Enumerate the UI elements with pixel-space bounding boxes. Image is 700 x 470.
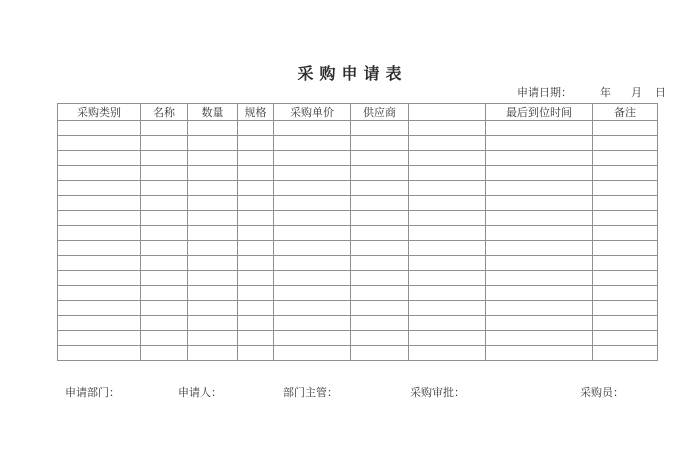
month-label: 月 — [631, 87, 642, 99]
table-cell — [274, 271, 351, 286]
table-cell — [486, 256, 593, 271]
table-cell — [58, 136, 141, 151]
table-row — [58, 151, 658, 166]
table-cell — [58, 241, 141, 256]
table-cell — [58, 286, 141, 301]
table-cell — [351, 241, 409, 256]
table-cell — [188, 226, 238, 241]
table-cell — [238, 256, 274, 271]
table-cell — [58, 301, 141, 316]
table-cell — [274, 256, 351, 271]
table-cell — [486, 136, 593, 151]
table-cell — [58, 316, 141, 331]
table-cell — [593, 211, 658, 226]
table-cell — [274, 211, 351, 226]
table-cell — [486, 226, 593, 241]
table-cell — [238, 136, 274, 151]
table-cell — [486, 196, 593, 211]
table-cell — [409, 226, 486, 241]
table-cell — [58, 256, 141, 271]
table-cell — [351, 151, 409, 166]
table-row — [58, 346, 658, 361]
table-cell — [274, 196, 351, 211]
table-cell — [409, 301, 486, 316]
table-cell — [141, 151, 188, 166]
table-cell — [274, 316, 351, 331]
table-row — [58, 196, 658, 211]
table-header-row — [58, 104, 658, 121]
table-cell — [593, 241, 658, 256]
table-cell — [238, 166, 274, 181]
table-cell — [486, 316, 593, 331]
table-cell — [141, 286, 188, 301]
table-cell — [238, 121, 274, 136]
table-cell — [593, 316, 658, 331]
table-cell — [409, 121, 486, 136]
table-cell — [188, 211, 238, 226]
table-cell — [141, 121, 188, 136]
table-cell — [274, 136, 351, 151]
column-header-name: 名称 — [141, 104, 188, 121]
table-cell — [58, 331, 141, 346]
column-header-remarks: 备注 — [593, 104, 658, 121]
table-cell — [409, 271, 486, 286]
table-cell — [238, 226, 274, 241]
column-header-unit-price: 采购单价 — [274, 104, 351, 121]
table-cell — [593, 166, 658, 181]
table-cell — [141, 346, 188, 361]
table-cell — [351, 166, 409, 181]
table-cell — [141, 166, 188, 181]
applying-department-label: 申请部门： — [65, 387, 120, 399]
table-cell — [274, 181, 351, 196]
table-cell — [486, 211, 593, 226]
table-cell — [593, 151, 658, 166]
table-cell — [58, 151, 141, 166]
table-cell — [58, 211, 141, 226]
table-cell — [238, 196, 274, 211]
department-supervisor-label: 部门主管： — [283, 387, 338, 399]
table-cell — [351, 181, 409, 196]
table-cell — [274, 301, 351, 316]
table-cell — [486, 151, 593, 166]
purchase-approval-label: 采购审批： — [410, 387, 465, 399]
table-cell — [188, 121, 238, 136]
table-cell — [593, 286, 658, 301]
table-cell — [141, 136, 188, 151]
table-cell — [238, 301, 274, 316]
table-cell — [351, 346, 409, 361]
year-label: 年 — [600, 87, 611, 99]
table-cell — [58, 346, 141, 361]
table-cell — [593, 346, 658, 361]
table-cell — [486, 166, 593, 181]
table-cell — [351, 196, 409, 211]
table-cell — [274, 121, 351, 136]
table-cell — [238, 316, 274, 331]
table-cell — [274, 241, 351, 256]
table-cell — [58, 181, 141, 196]
applicant-label: 申请人： — [178, 387, 222, 399]
table-cell — [409, 256, 486, 271]
table-cell — [141, 256, 188, 271]
table-cell — [274, 331, 351, 346]
table-row — [58, 316, 658, 331]
table-row — [58, 286, 658, 301]
table-cell — [188, 256, 238, 271]
table-cell — [351, 301, 409, 316]
table-row — [58, 241, 658, 256]
table-cell — [274, 166, 351, 181]
table-cell — [409, 136, 486, 151]
table-cell — [351, 121, 409, 136]
table-cell — [351, 211, 409, 226]
table-cell — [409, 331, 486, 346]
table-cell — [486, 181, 593, 196]
table-cell — [409, 316, 486, 331]
table-cell — [351, 316, 409, 331]
day-label: 日 — [655, 87, 666, 99]
table-cell — [593, 331, 658, 346]
table-cell — [486, 331, 593, 346]
table-cell — [274, 346, 351, 361]
table-cell — [188, 316, 238, 331]
table-row — [58, 301, 658, 316]
page-title: 采 购 申 请 表 — [297, 66, 403, 83]
table-cell — [188, 301, 238, 316]
table-cell — [58, 226, 141, 241]
purchaser-label: 采购员： — [580, 387, 624, 399]
table-cell — [486, 241, 593, 256]
table-cell — [351, 226, 409, 241]
column-header-supplier: 供应商 — [351, 104, 409, 121]
table-cell — [486, 286, 593, 301]
column-header-quantity: 数量 — [188, 104, 238, 121]
table-cell — [141, 211, 188, 226]
table-cell — [238, 211, 274, 226]
column-header-purchase-category: 采购类别 — [58, 104, 141, 121]
column-header-arrival-time: 最后到位时间 — [486, 104, 593, 121]
table-cell — [188, 286, 238, 301]
table-cell — [141, 181, 188, 196]
table-cell — [409, 181, 486, 196]
table-cell — [188, 136, 238, 151]
table-cell — [486, 271, 593, 286]
table-cell — [351, 136, 409, 151]
table-cell — [593, 271, 658, 286]
table-cell — [58, 271, 141, 286]
table-cell — [141, 226, 188, 241]
table-cell — [238, 346, 274, 361]
table-row — [58, 121, 658, 136]
table-cell — [188, 151, 238, 166]
table-row — [58, 181, 658, 196]
table-cell — [351, 286, 409, 301]
table-cell — [409, 196, 486, 211]
table-cell — [274, 151, 351, 166]
table-row — [58, 331, 658, 346]
table-cell — [351, 331, 409, 346]
table-cell — [58, 166, 141, 181]
table-cell — [593, 121, 658, 136]
table-cell — [58, 196, 141, 211]
table-cell — [351, 256, 409, 271]
table-cell — [188, 166, 238, 181]
table-row — [58, 136, 658, 151]
table-cell — [593, 181, 658, 196]
column-header-blank — [409, 104, 486, 121]
table-cell — [351, 271, 409, 286]
table-row — [58, 226, 658, 241]
table-cell — [593, 256, 658, 271]
table-cell — [238, 181, 274, 196]
table-cell — [593, 301, 658, 316]
table-cell — [593, 196, 658, 211]
table-cell — [141, 331, 188, 346]
table-cell — [409, 166, 486, 181]
table-cell — [58, 121, 141, 136]
table-cell — [188, 196, 238, 211]
table-body — [58, 121, 658, 361]
table-cell — [274, 226, 351, 241]
table-cell — [409, 346, 486, 361]
table-row — [58, 166, 658, 181]
table-cell — [188, 346, 238, 361]
table-row — [58, 256, 658, 271]
table-cell — [141, 316, 188, 331]
table-cell — [238, 286, 274, 301]
table-cell — [593, 136, 658, 151]
application-date-label: 申请日期： — [517, 87, 572, 99]
purchase-items-table — [57, 103, 658, 361]
table-cell — [593, 226, 658, 241]
table-cell — [188, 331, 238, 346]
table-cell — [409, 241, 486, 256]
column-header-specification: 规格 — [238, 104, 274, 121]
table-row — [58, 211, 658, 226]
table-cell — [238, 151, 274, 166]
table-cell — [486, 301, 593, 316]
table-cell — [188, 181, 238, 196]
table-cell — [141, 301, 188, 316]
table-cell — [188, 271, 238, 286]
table-cell — [409, 211, 486, 226]
table-cell — [141, 196, 188, 211]
table-cell — [238, 331, 274, 346]
table-cell — [486, 121, 593, 136]
table-cell — [238, 241, 274, 256]
table-cell — [409, 151, 486, 166]
table-cell — [274, 286, 351, 301]
table-cell — [238, 271, 274, 286]
table-cell — [141, 271, 188, 286]
table-cell — [188, 241, 238, 256]
table-cell — [141, 241, 188, 256]
table-row — [58, 271, 658, 286]
table-cell — [486, 346, 593, 361]
table-cell — [409, 286, 486, 301]
